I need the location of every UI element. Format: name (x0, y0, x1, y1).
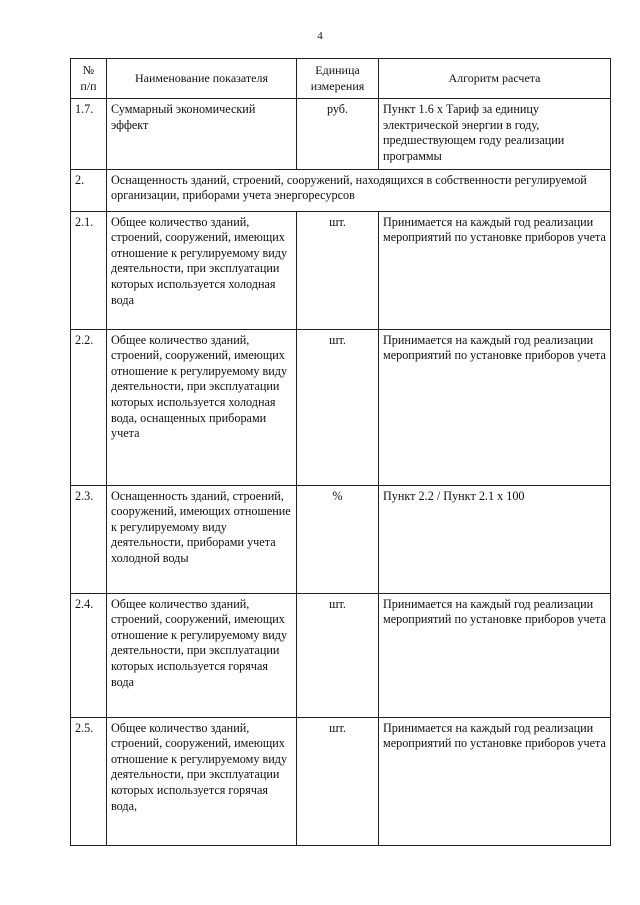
calculation-algorithm: Пункт 2.2 / Пункт 2.1 х 100 (379, 485, 611, 593)
calculation-algorithm: Принимается на каждый год реализации мероприятий по установке приборов учета (379, 211, 611, 329)
indicator-name: Общее количество зданий, строений, сооружений, имеющих отношение к регулируемому виду деятельности, при эксплуатации которых используется холодная вода (107, 211, 297, 329)
calculation-algorithm: Пункт 1.6 х Тариф за единицу электрической энергии в году, предшествующем году реализации программы (379, 99, 611, 169)
unit-of-measure: шт. (297, 329, 379, 485)
indicator-name: Суммарный экономический эффект (107, 99, 297, 169)
row-number: 2. (71, 169, 107, 211)
unit-of-measure: шт. (297, 211, 379, 329)
page-number: 4 (317, 30, 323, 42)
calculation-algorithm: Принимается на каждый год реализации мероприятий по установке приборов учета (379, 717, 611, 845)
header-unit: Единица измерения (297, 59, 379, 99)
calculation-algorithm: Принимается на каждый год реализации мероприятий по установке приборов учета (379, 329, 611, 485)
unit-of-measure: % (297, 485, 379, 593)
indicator-name: Общее количество зданий, строений, сооружений, имеющих отношение к регулируемому виду деятельности, при эксплуатации которых используется горячая вода (107, 593, 297, 717)
table-header-row (71, 59, 611, 99)
indicators-table (70, 58, 611, 846)
row-number: 2.2. (71, 329, 107, 485)
row-number: 2.1. (71, 211, 107, 329)
table-row (71, 593, 611, 717)
table-row (71, 717, 611, 845)
table-section-row (71, 169, 611, 211)
table-row (71, 329, 611, 485)
indicator-name: Общее количество зданий, строений, сооружений, имеющих отношение к регулируемому виду деятельности, при эксплуатации которых используется горячая вода, (107, 717, 297, 845)
row-number: 2.4. (71, 593, 107, 717)
header-num: № п/п (71, 59, 107, 99)
indicator-name: Общее количество зданий, строений, сооружений, имеющих отношение к регулируемому виду деятельности, при эксплуатации которых используется холодная вода, оснащенных приборами учета (107, 329, 297, 485)
header-name: Наименование показателя (107, 59, 297, 99)
row-number: 1.7. (71, 99, 107, 169)
header-algo: Алгоритм расчета (379, 59, 611, 99)
table-row (71, 211, 611, 329)
indicator-name: Оснащенность зданий, строений, сооружений, имеющих отношение к регулируемому виду деятельности, приборами учета холодной воды (107, 485, 297, 593)
table-row (71, 99, 611, 169)
section-title: Оснащенность зданий, строений, сооружений, находящихся в собственности регулируемой организации, приборами учета энергоресурсов (107, 169, 611, 211)
unit-of-measure: шт. (297, 717, 379, 845)
row-number: 2.3. (71, 485, 107, 593)
row-number: 2.5. (71, 717, 107, 845)
calculation-algorithm: Принимается на каждый год реализации мероприятий по установке приборов учета (379, 593, 611, 717)
unit-of-measure: руб. (297, 99, 379, 169)
table-row (71, 485, 611, 593)
unit-of-measure: шт. (297, 593, 379, 717)
